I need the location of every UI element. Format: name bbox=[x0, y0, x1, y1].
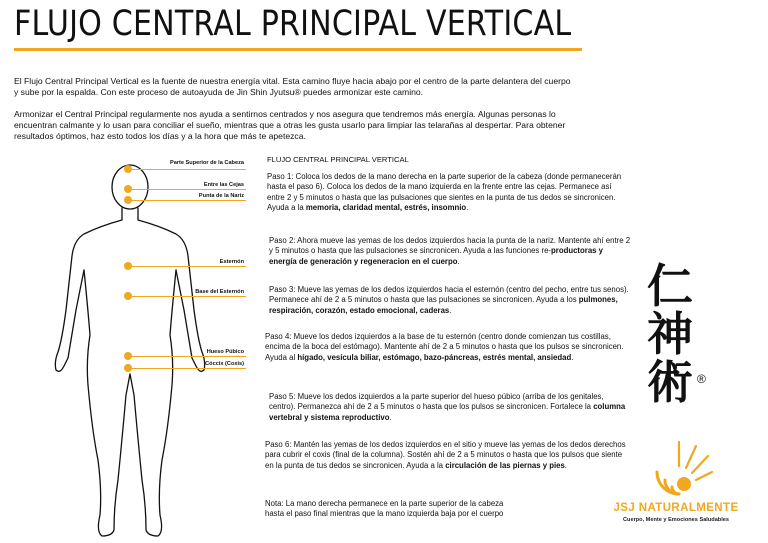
point-between-eyebrows bbox=[124, 185, 132, 193]
label-line bbox=[128, 296, 246, 297]
label-line bbox=[128, 169, 246, 170]
kanji-shin: 神 bbox=[647, 307, 693, 361]
steps-heading: FLUJO CENTRAL PRINCIPAL VERTICAL bbox=[267, 155, 409, 164]
label-between-eyebrows: Entre las Cejas bbox=[203, 182, 244, 188]
sun-logo-icon bbox=[644, 436, 714, 496]
step-1: Paso 1: Coloca los dedos de la mano derecha en la parte superior de la cabeza (donde permanecerán hasta el paso 6). Coloca los dedos de la mano izquierda en la frente entre las cejas. Permanece así entre 2 y 5 minutos o hasta que las pulsaciones que sientes en la punta de tus dedos se sincronicen. Ayuda a la memoria, claridad mental, estrés, insomnio. bbox=[267, 172, 622, 212]
label-line bbox=[128, 368, 246, 369]
brand-tagline: Cuerpo, Mente y Emociones Saludables bbox=[623, 517, 729, 523]
point-base-of-sternum bbox=[124, 292, 132, 300]
point-top-of-head bbox=[124, 165, 132, 173]
note: Nota: La mano derecha permanece en la parte superior de la cabeza hasta el paso final mientras que la mano izquierda baja por el cuerpo bbox=[265, 499, 504, 519]
point-sternum bbox=[124, 262, 132, 270]
step-6: Paso 6: Mantén las yemas de los dedos izquierdos en el sitio y mueve las yemas de los dedos derechos para cubrir el coxis (final de la columna). Sostén ahí de 2 a 5 minutos o hasta que los pulsos que siente en la punta de tus dedos se sincronicen. Ayuda a la circulación de las piernas y pies. bbox=[265, 440, 626, 470]
kanji-jin: 仁 bbox=[647, 259, 693, 313]
label-sternum: Esternón bbox=[219, 259, 244, 265]
point-pubic-bone bbox=[124, 352, 132, 360]
page-title: FLUJO CENTRAL PRINCIPAL VERTICAL bbox=[14, 4, 572, 44]
kanji-jyutsu: 術 bbox=[647, 355, 693, 409]
intro-paragraph-2: Armonizar el Central Principal regularmente nos ayuda a sentirnos centrados y nos asegura que tendremos más energía. Algunas personas lo encuentran calmante y lo usan para conciliar el sueño, mientras que a otras les gusta usarlo para limpiar las telarañas al despertar. Para obtener resultados óptimos, haz esto todos los días y a la hora que más te apetezca. bbox=[14, 109, 566, 141]
intro-paragraph-1: El Flujo Central Principal Vertical es la fuente de nuestra energía vital. Esta camino fluye hacia abajo por el centro de la parte delantera del cuerpo y sube por la espalda. Con este proceso de autoayuda de Jin Shin Jyutsu® puedes armonizar este camino. bbox=[14, 76, 571, 97]
label-top-of-head: Parte Superior de la Cabeza bbox=[170, 160, 244, 166]
point-coccyx bbox=[124, 364, 132, 372]
label-line bbox=[128, 200, 246, 201]
point-tip-of-nose bbox=[124, 196, 132, 204]
step-4: Paso 4: Mueve los dedos izquierdos a la base de tu esternón (centro donde comienzan tus costillas, encima de la boca del estómago). Mantente ahí de 2 a 5 minutos o hasta que los pulsos se sincronicen. Ayuda al hígado, vesícula biliar, estómago, bazo-páncreas, estrés mental, ansiedad. bbox=[265, 332, 624, 362]
label-base-of-sternum: Base del Esternón bbox=[195, 289, 244, 295]
step-3: Paso 3: Mueve las yemas de los dedos izquierdos hacia el esternón (centro del pecho, entre tus senos). Permanece ahí de 2 a 5 minutos o hasta que las pulsaciones se sincronicen. Ayuda a los pulmones, respiración, corazón, estado emocional, caderas. bbox=[269, 285, 629, 315]
label-line bbox=[128, 189, 246, 190]
label-pubic-bone: Hueso Púbico bbox=[206, 349, 244, 355]
label-line bbox=[128, 356, 246, 357]
step-5: Paso 5: Mueve los dedos izquierdos a la parte superior del hueso púbico (arriba de los genitales, centro). Permanezca ahí de 2 a 5 minutos o hasta que los pulsos se sincronicen. Fortalece la columna vertebral y sistema reproductivo. bbox=[269, 392, 626, 422]
brand-name: JSJ NATURALMENTE bbox=[613, 502, 739, 514]
label-line bbox=[128, 266, 246, 267]
label-tip-of-nose: Punta de la Nariz bbox=[198, 193, 244, 199]
registered-mark: ® bbox=[697, 372, 706, 386]
step-2: Paso 2: Ahora mueve las yemas de los dedos izquierdos hacia la punta de la nariz. Mantente ahí entre 2 y 5 minutos o hasta que las pulsaciones se sincronicen. Ayuda a las funciones re-productoras y energía de generación y regeneracion en el cuerpo. bbox=[269, 236, 631, 266]
jin-shin-jyutsu-kanji bbox=[630, 259, 710, 412]
label-coccyx: Cóccix (Coxis) bbox=[205, 361, 244, 367]
title-underline bbox=[14, 48, 582, 51]
